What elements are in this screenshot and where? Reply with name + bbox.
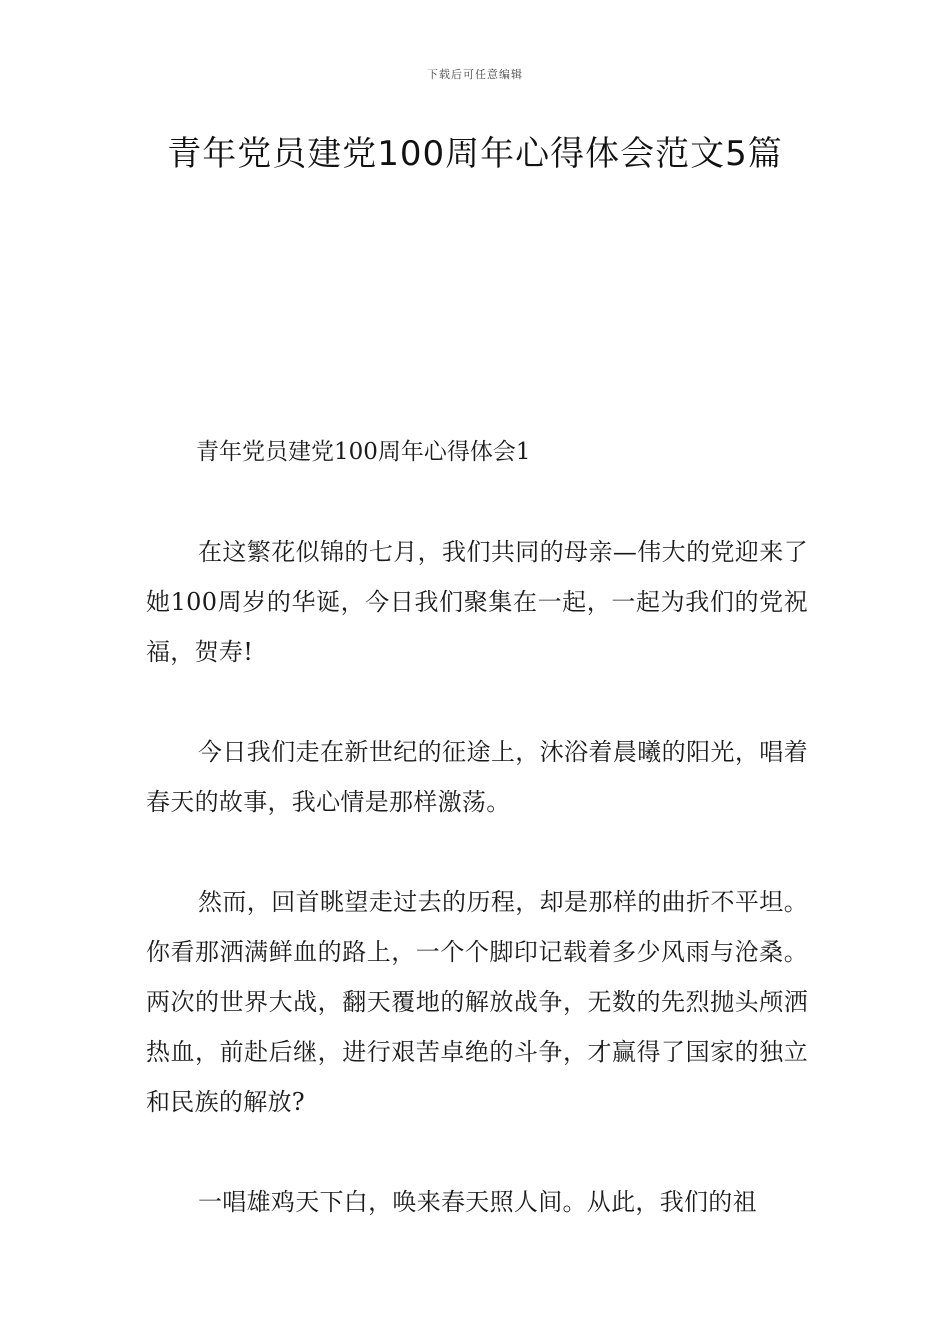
header-note: 下载后可任意编辑 — [427, 68, 523, 81]
section-heading: 青年党员建党100周年心得体会1 — [196, 439, 531, 465]
paragraph-3: 然而，回首眺望走过去的历程，却是那样的曲折不平坦。你看那洒满鲜血的路上，一个个脚印记载着多少风雨与沧桑。两次的世界大战，翻天覆地的解放战争，无数的先烈抛头颅洒热血，前赴后继，进行艰苦卓绝的斗争，才赢得了国家的独立和民族的解放? — [146, 888, 808, 1116]
paragraph-2: 今日我们走在新世纪的征途上，沐浴着晨曦的阳光，唱着春天的故事，我心情是那样激荡。 — [146, 738, 808, 816]
paragraph-1: 在这繁花似锦的七月，我们共同的母亲—伟大的党迎来了她100周岁的华诞，今日我们聚集在一起，一起为我们的党祝福，贺寿! — [146, 538, 808, 666]
document-title: 青年党员建党100周年心得体会范文5篇 — [167, 134, 783, 174]
paragraph-4: 一唱雄鸡天下白，唤来春天照人间。从此，我们的祖 — [198, 1188, 757, 1216]
document-body — [146, 427, 808, 1277]
